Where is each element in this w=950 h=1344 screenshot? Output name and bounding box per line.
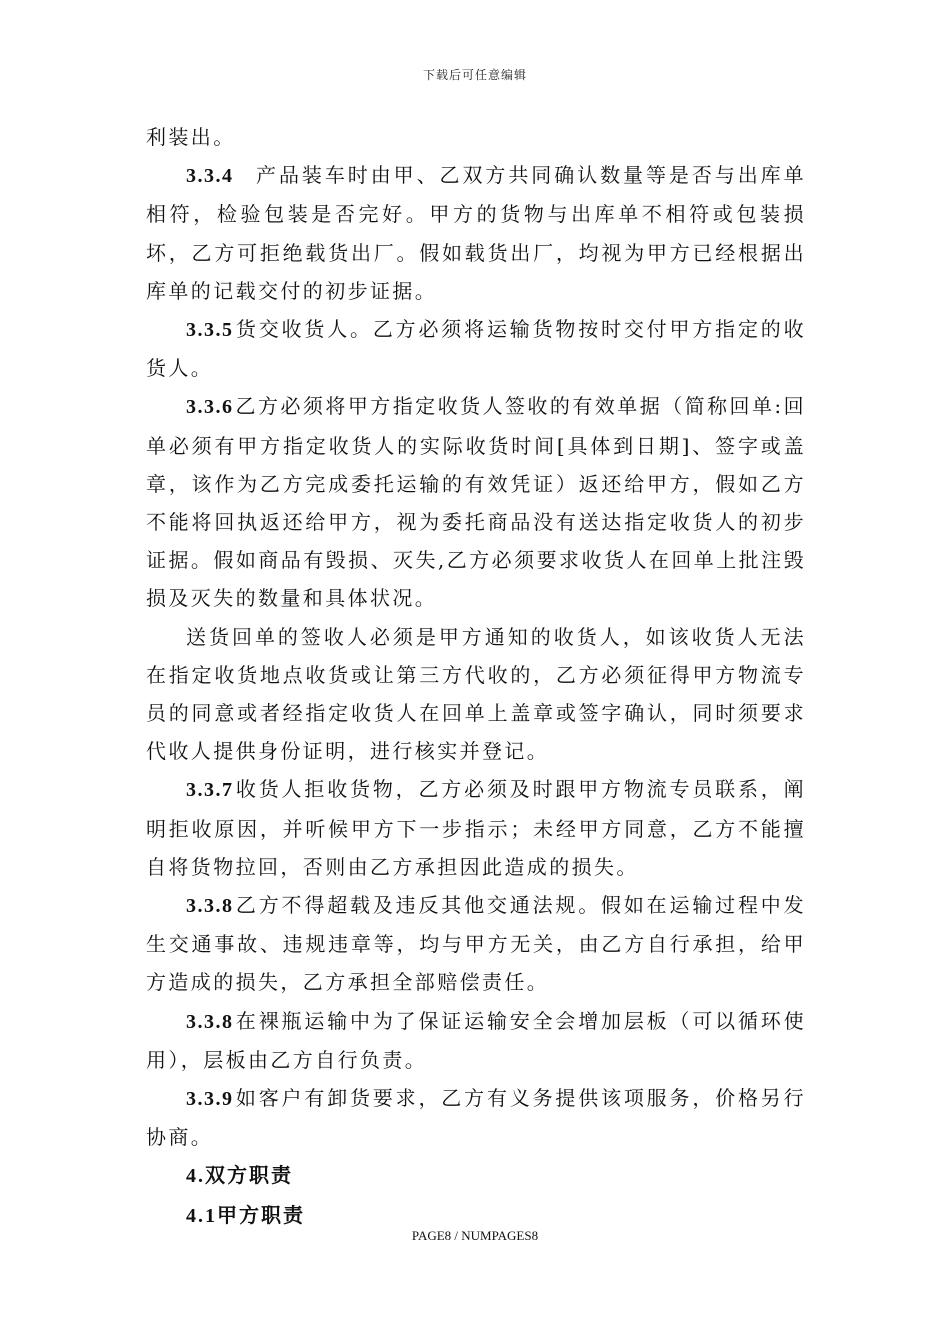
document-body xyxy=(146,118,806,1235)
clause-3-3-5 xyxy=(146,310,806,387)
clause-3-3-7 xyxy=(146,770,806,886)
section-title: 甲方职责 xyxy=(217,1202,305,1227)
clause-3-3-6 xyxy=(146,387,806,617)
clause-3-3-9 xyxy=(146,1079,806,1156)
section-number: 4. xyxy=(186,1165,205,1188)
clause-number: 3.3.8 xyxy=(186,895,234,918)
clause-text: 乙方必须将甲方指定收货人签收的有效单据（简称回单:回单必须有甲方指定收货人的实际收货时间[具体到日期]、签字或盖章，该作为乙方完成委托运输的有效凭证）返还给甲方，假如乙方不能将回执返还给甲方，视为委托商品没有送达指定收货人的初步证据。假如商品有毁损、灭失,乙方必须要求收货人在回单上批注毁损及灭失的数量和具体状况。 xyxy=(146,394,806,611)
section-heading-4 xyxy=(146,1156,806,1195)
clause-text: 乙方不得超载及违反其他交通法规。假如在运输过程中发生交通事故、违规违章等，均与甲方无关，由乙方自行承担，给甲方造成的损失，乙方承担全部赔偿责任。 xyxy=(146,893,806,995)
clause-text: 在裸瓶运输中为了保证运输安全会增加层板（可以循环使用），层板由乙方自行负责。 xyxy=(146,1008,806,1072)
clause-3-3-8-traffic xyxy=(146,886,806,1002)
clause-3-3-6-receipt: 送货回单的签收人必须是甲方通知的收货人，如该收货人无法在指定收货地点收货或让第三方代收的，乙方必须征得甲方物流专员的同意或者经指定收货人在回单上盖章或签字确认，同时须要求代收人提供身份证明，进行核实并登记。 xyxy=(146,624,806,764)
page-footer: PAGE8 / NUMPAGES8 xyxy=(411,1228,539,1243)
clause-text: 货交收货人。乙方必须将运输货物按时交付甲方指定的收货人。 xyxy=(146,317,806,381)
clause-3-3-4 xyxy=(146,156,806,310)
clause-text: 收货人拒收货物，乙方必须及时跟甲方物流专员联系，阐明拒收原因，并听候甲方下一步指示；未经甲方同意，乙方不能擅自将货物拉回，否则由乙方承担因此造成的损失。 xyxy=(146,777,806,879)
clause-3-3-8-layer-board xyxy=(146,1002,806,1079)
clause-number: 3.3.5 xyxy=(186,319,234,342)
section-title: 双方职责 xyxy=(205,1163,293,1188)
section-number: 4.1 xyxy=(186,1204,217,1227)
page-header: 下载后可任意编辑 xyxy=(422,68,527,82)
clause-text: 产品装车时由甲、乙双方共同确认数量等是否与出库单相符，检验包装是否完好。甲方的货物与出库单不相符或包装损坏，乙方可拒绝载货出厂。假如载货出厂，均视为甲方已经根据出库单的记载交付的初步证据。 xyxy=(146,163,806,303)
clause-number: 3.3.8 xyxy=(186,1010,234,1033)
clause-number: 3.3.4 xyxy=(186,165,234,188)
clause-number: 3.3.6 xyxy=(186,396,234,419)
clause-text: 如客户有卸货要求，乙方有义务提供该项服务，价格另行协商。 xyxy=(146,1086,806,1150)
clause-number: 3.3.9 xyxy=(186,1088,234,1111)
paragraph-continuation: 利装出。 xyxy=(146,125,236,149)
clause-number: 3.3.7 xyxy=(186,779,234,802)
